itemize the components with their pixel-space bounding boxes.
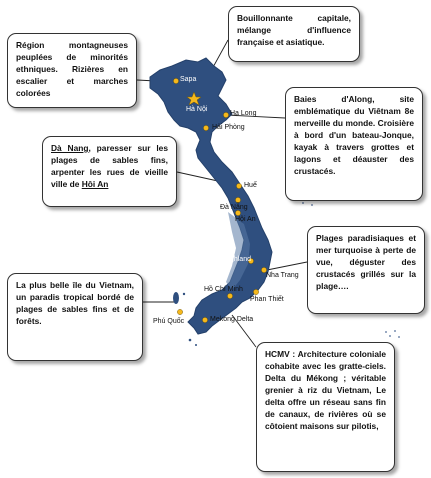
city-dot-icon <box>223 112 228 117</box>
callout-danang-hoian <box>42 136 177 207</box>
city-dot-icon <box>227 293 232 298</box>
callout-phu-quoc <box>7 273 143 361</box>
callout-north-text: Région montagneuses peuplées de minorités ethniques. Rizières en escalier et marches colorées <box>16 40 128 98</box>
callout-halong <box>285 87 423 201</box>
connector-nhatrang <box>267 262 307 270</box>
archipelago-dot <box>394 330 396 332</box>
callout-halong-text: Baies d'Along, site emblématique du Viêtnam 8e merveille du monde. Croisière à bord d'un bateau-Jonque, kayak à travers grottes et lagons et déauster des crustacés. <box>294 94 414 176</box>
archipelago-dot <box>311 204 313 206</box>
callout-north-mountains <box>7 33 137 108</box>
city-label-danang: Đà Nẵng <box>220 204 248 211</box>
city-label-phu-quoc: Phú Quốc <box>153 318 185 325</box>
city-dot-icon <box>235 197 240 202</box>
archipelago-dot <box>398 336 400 338</box>
city-dot-icon <box>203 125 208 130</box>
city-label-hue: Huế <box>244 182 257 189</box>
city-dot-icon <box>173 78 178 83</box>
islet <box>183 293 185 295</box>
callout-capital <box>228 6 360 62</box>
archipelago-dot <box>389 335 391 337</box>
callout-nhatrang-text: Plages paradisiaques et mer turquoise à perte de vue, déguster des crustacés grillés sur la plage…. <box>316 233 416 291</box>
callout-danang-text: , paresser sur les plages de sables fins, arpenter les rues de vieille ville de <box>51 143 168 189</box>
archipelago-dot <box>385 331 387 333</box>
city-dot-icon <box>253 289 258 294</box>
callout-capital-text: Bouillonnante capitale, mélange d'influence française et asiatique. <box>237 13 351 47</box>
islet <box>195 344 197 346</box>
city-label-mekong-delta: Mekong Delta <box>210 316 254 323</box>
city-label-central-highland: Central highland <box>200 256 251 263</box>
callout-hoian-name: Hôi An <box>81 178 109 189</box>
city-label-halong: Hạ Long <box>230 110 257 117</box>
city-dot-icon <box>236 183 241 188</box>
city-label-hoian: Hội An <box>235 216 256 223</box>
city-dot-icon <box>202 317 207 322</box>
city-label-haiphong: Hải Phòng <box>212 124 245 131</box>
islet <box>189 339 192 342</box>
callout-nha-trang <box>307 226 425 314</box>
callout-danang-name: Dà Nang <box>51 143 89 153</box>
archipelago-dot <box>302 202 304 204</box>
city-label-ho-chi-minh: Hồ Chí Minh <box>204 286 243 293</box>
city-label-sapa: Sapa <box>180 76 197 83</box>
callout-phuquoc-text: La plus belle île du Vietnam, un paradis tropical bordé de plages de sables fins et de forêts. <box>16 280 134 326</box>
city-dot-icon <box>177 309 182 314</box>
callout-hcmv-mekong <box>256 342 395 472</box>
city-label-hanoi: Hà Nội <box>186 106 208 113</box>
callout-hcmv-text: HCMV : Architecture coloniale cohabite avec les gratte-ciels. Delta du Mékong ; véritable grenier à riz du Vietnam, Le delta offre un réseau sans fin de canaux, de rivières où se côtoient maisons sur pilotis, <box>265 349 386 431</box>
city-label-phan-thiet: Phan Thiết <box>250 296 284 303</box>
phu-quoc-island <box>173 292 179 304</box>
city-dot-icon <box>235 210 240 215</box>
city-label-nha-trang: Nha Trang <box>266 272 299 279</box>
